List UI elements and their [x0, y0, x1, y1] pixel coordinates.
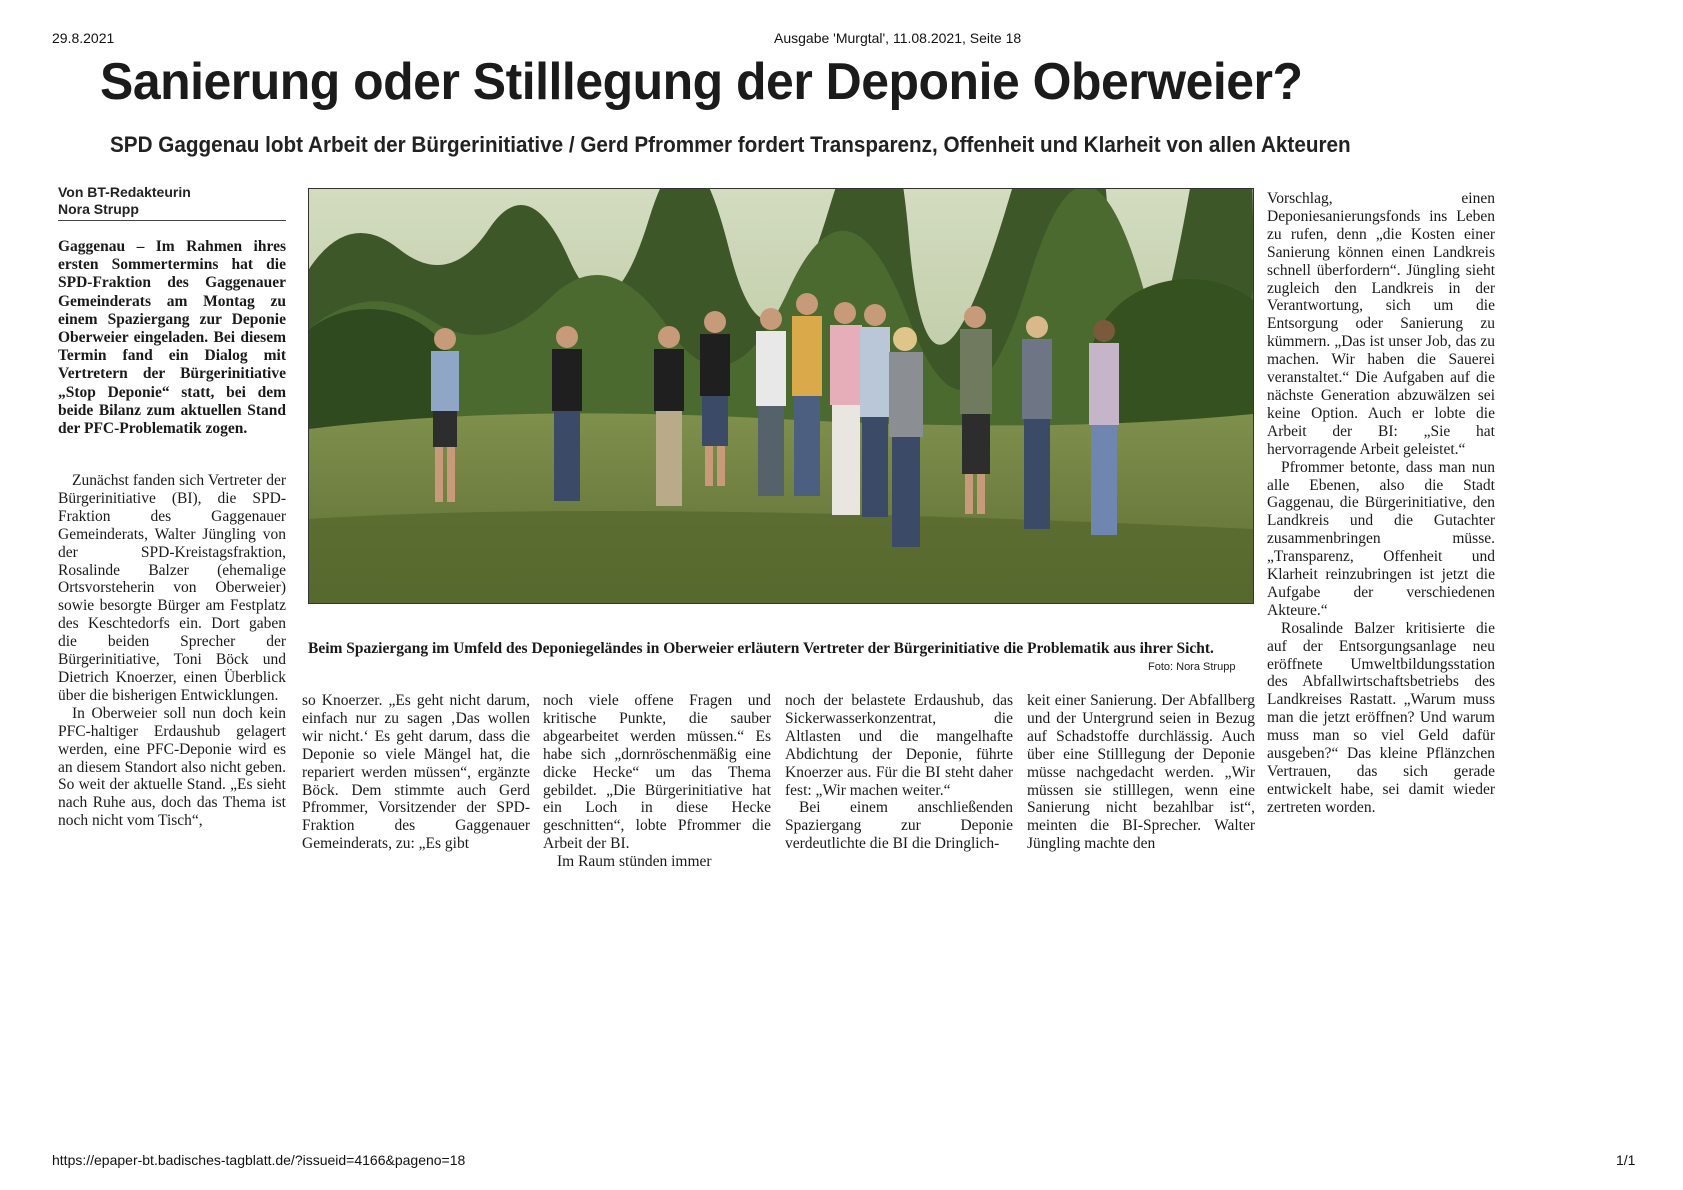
text-column-6 [1267, 190, 1495, 817]
paragraph: Im Raum stünden immer [557, 853, 712, 871]
paragraph: Pfrommer betonte, dass man nun alle Ebenen, also die Stadt Gaggenau, die Bürgerinitiative, den Landkreis und die Gutachter zusammenbringen müsse. „Transparenz, Offenheit und Klarheit reinzubringen ist jetzt die Aufgabe der verschiedenen Akteure.“ [1267, 458, 1495, 619]
text-column-4 [785, 692, 1013, 853]
photo-caption: Beim Spaziergang im Umfeld des Deponiegeländes in Oberweier erläutern Vertreter der Bürgerinitiative die Problematik aus ihrer Sicht. [308, 640, 1214, 657]
page-counter: 1/1 [1616, 1152, 1636, 1168]
article-lead: Gaggenau – Im Rahmen ihres ersten Sommertermins hat die SPD-Fraktion des Gaggenauer Gemeinderats am Montag zu einem Spaziergang zur Deponie Oberweier eingeladen. Bei diesem Termin fand ein Dialog mit Vertretern der Bürgerinitiative „Stop Deponie“ statt, bei dem beide Bilanz zum aktuellen Stand der PFC-Problematik zogen. [58, 238, 286, 438]
text-column-2 [302, 692, 530, 853]
print-date: 29.8.2021 [52, 30, 115, 46]
paragraph: Rosalinde Balzer kritisierte die auf der Entsorgungsanlage neu eröffnete Umweltbildungsstation des Abfallwirtschaftsbetriebs des Landkreises Rastatt. „Warum muss man die jetzt eröffnen? Und warum muss man so viel Geld dafür ausgeben?“ Das kleine Pflänzchen Vertrauen, das sich gerade entwickelt habe, sei damit wieder zertreten worden. [1267, 619, 1495, 816]
paragraph: noch der belastete Erdaushub, das Sickerwasserkonzentrat, die Altlasten und die mangelhafte Abdichtung der Deponie, führte Knoerzer aus. Für die BI steht daher fest: „Wir machen weiter.“ [785, 692, 1013, 799]
paragraph: Zunächst fanden sich Vertreter der Bürgerinitiative (BI), die SPD-Fraktion des Gaggenauer Gemeinderats, Walter Jüngling von der SPD-Kreistagsfraktion, Rosalinde Balzer (ehemalige Ortsvorsteherin von Oberweier) sowie besorgte Bürger am Festplatz des Keschtedorfs ein. Dort gaben die beiden Sprecher der Bürgerinitiative, Toni Böck und Dietrich Knoerzer, einen Überblick über die bisherigen Entwicklungen. [58, 472, 286, 704]
issue-info: Ausgabe 'Murgtal', 11.08.2021, Seite 18 [774, 30, 1022, 46]
paragraph: noch viele offene Fragen und kritische Punkte, die sauber abgearbeitet werden müssen.“ Es habe sich „dornröschenmäßig eine dicke Hecke“ um das Thema gebildet. „Die Bürgerinitiative hat ein Loch in diese Hecke geschnitten“, lobte Pfrommer die Arbeit der BI. [543, 692, 771, 853]
paragraph: keit einer Sanierung. Der Abfallberg und der Untergrund seien in Bezug auf Schadstoffe durchlässig. Auch über eine Stilllegung der Deponie müsse nachgedacht werden. „Wir müssen sie stilllegen, wenn eine Sanierung nicht bezahlbar ist“, meinten die BI-Sprecher. Walter Jüngling machte den [1027, 692, 1255, 853]
paragraph: Vorschlag, einen Deponiesanierungsfonds ins Leben zu rufen, denn „die Kosten einer Sanierung können einen Landkreis schnell überfordern“. Jüngling sieht zugleich den Landkreis in der Verantwortung, sich um die Entsorgung oder Sanierung zu kümmern. „Das ist unser Job, das zu machen. Wir haben die Sauerei veranstaltet.“ Die Aufgaben auf die nächste Generation abzuwälzen sei keine Option. Auch er lobte die Arbeit der BI: „Sie hat hervorragende Arbeit geleistet.“ [1267, 190, 1495, 458]
byline [58, 184, 288, 218]
text-column-1 [58, 472, 286, 830]
byline-divider [58, 220, 286, 221]
paragraph: so Knoerzer. „Es geht nicht darum, einfach nur zu sagen ‚Das wollen wir nicht.‘ Es geht darum, dass die Deponie so viele Mängel hat, die repariert werden müssen“, ergänzte Böck. Dem stimmte auch Gerd Pfrommer, Vorsitzender der SPD-Fraktion des Gaggenauer Gemeinderats, zu: „Es gibt [302, 692, 530, 853]
article-headline: Sanierung oder Stilllegung der Deponie Oberweier? [100, 53, 1303, 111]
byline-role: Von BT-Redakteurin [58, 184, 191, 200]
article-photo [308, 188, 1254, 604]
paragraph: In Oberweier soll nun doch kein PFC-haltiger Erdaushub gelagert werden, eine PFC-Deponie wird es an diesem Standort also nicht geben. So weit der aktuelle Stand. „Es sieht nach Ruhe aus, doch das Thema ist noch nicht vom Tisch“, [58, 704, 286, 830]
paragraph: Bei einem anschließenden Spaziergang zur Deponie verdeutlichte die BI die Dringlich- [785, 799, 1013, 853]
text-column-3 [543, 692, 771, 871]
source-url-link[interactable]: https://epaper-bt.badisches-tagblatt.de/?issueid=4166&pageno=18 [52, 1152, 466, 1168]
photo-credit: Foto: Nora Strupp [1148, 661, 1236, 673]
article-subheadline: SPD Gaggenau lobt Arbeit der Bürgerinitiative / Gerd Pfrommer fordert Transparenz, Offenheit und Klarheit von allen Akteuren [110, 132, 1351, 157]
text-column-5 [1027, 692, 1255, 853]
byline-author: Nora Strupp [58, 201, 139, 217]
group-photo-illustration [309, 189, 1253, 603]
